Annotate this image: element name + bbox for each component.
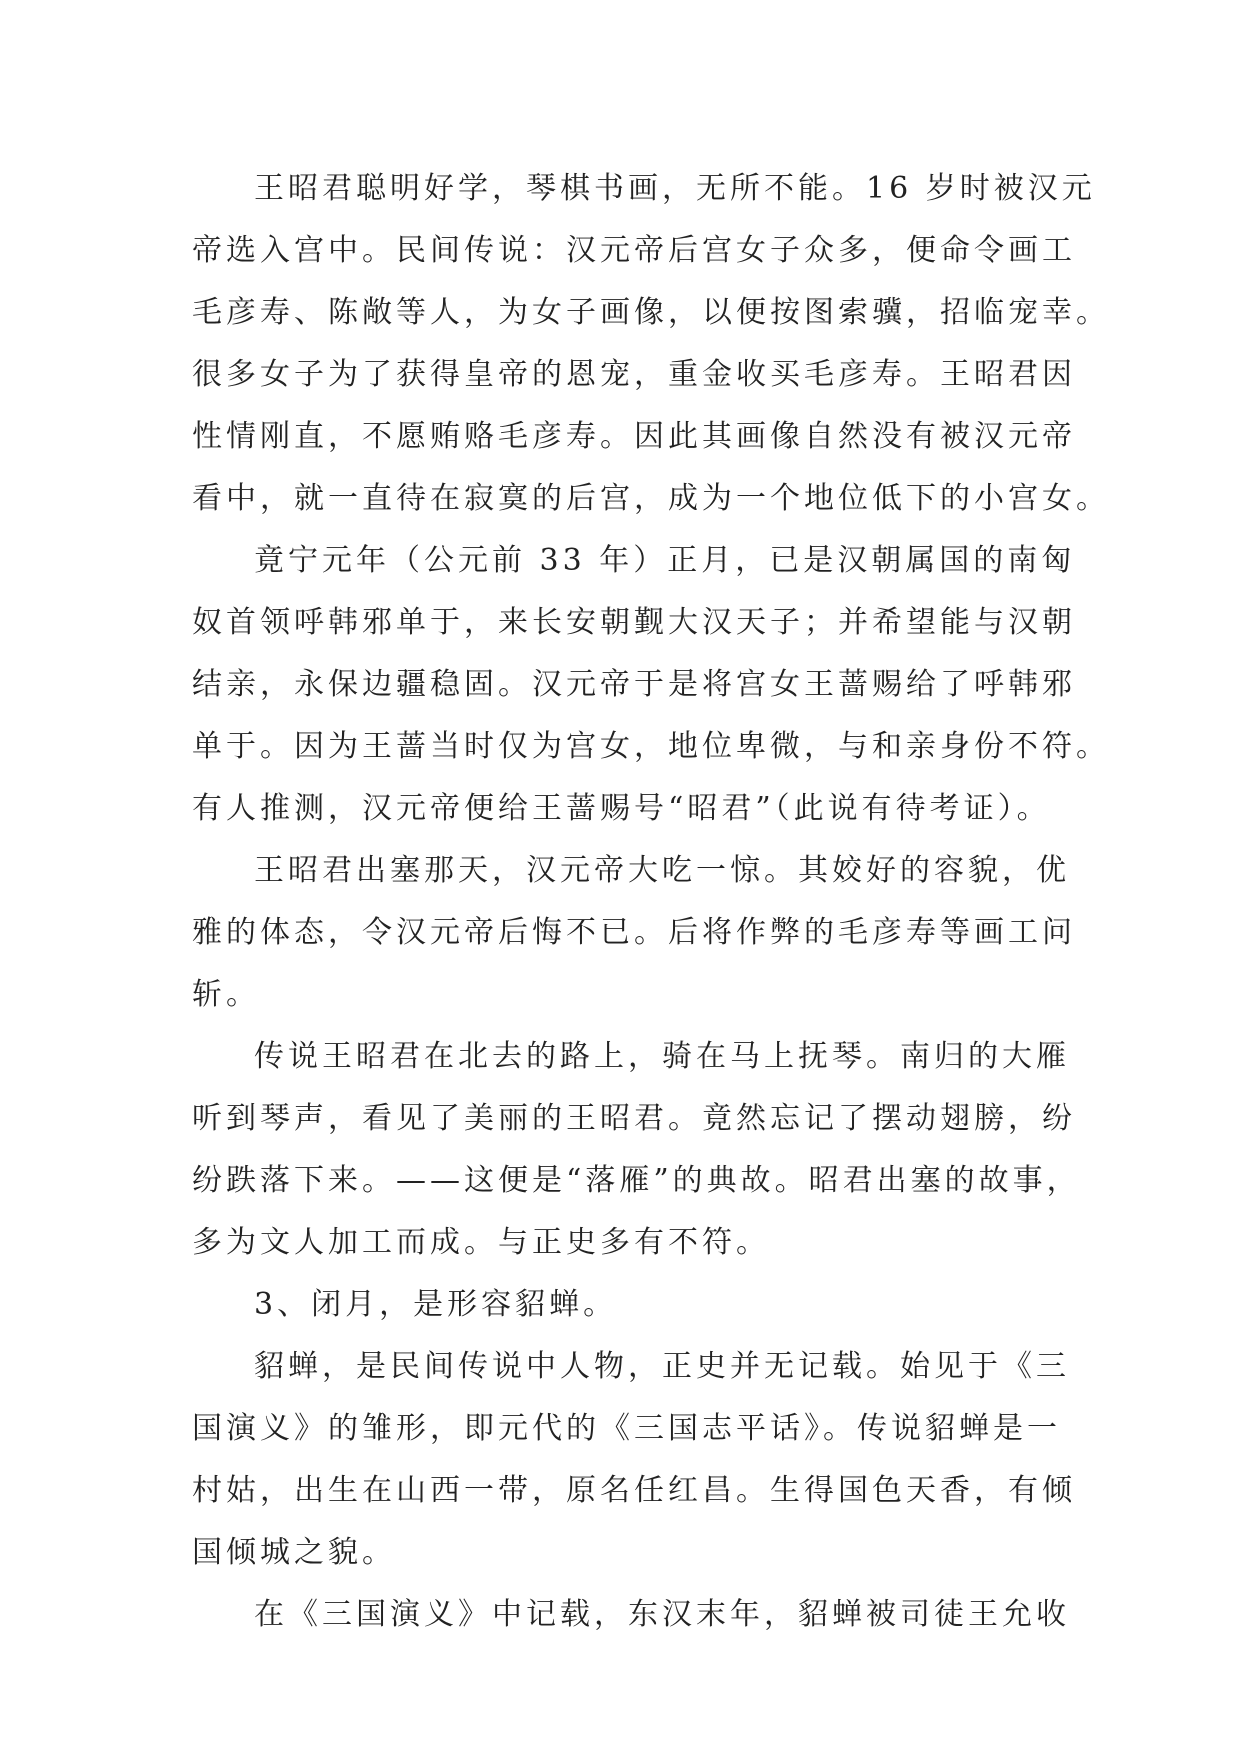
paragraph-line: 听到琴声，看见了美丽的王昭君。竟然忘记了摆动翅膀，纷 [192, 1101, 1076, 1136]
paragraph-line: 竟宁元年（公元前 33 年）正月，已是汉朝属国的南匈 [254, 543, 1076, 578]
paragraph-line: 斩。 [192, 977, 260, 1012]
document-body [192, 158, 1110, 1646]
paragraph-line: 王昭君聪明好学，琴棋书画，无所不能。16 岁时被汉元 [254, 171, 1096, 206]
paragraph-line: 毛彦寿、陈敞等人，为女子画像，以便按图索骥，招临宠幸。 [192, 295, 1110, 330]
paragraph-line: 多为文人加工而成。与正史多有不符。 [192, 1225, 770, 1260]
paragraph-line: 性情刚直，不愿贿赂毛彦寿。因此其画像自然没有被汉元帝 [192, 419, 1076, 454]
paragraph-line: 王昭君出塞那天，汉元帝大吃一惊。其姣好的容貌，优 [254, 853, 1070, 888]
paragraph-line: 结亲，永保边疆稳固。汉元帝于是将宫女王蔷赐给了呼韩邪 [192, 667, 1076, 702]
paragraph-line: 在《三国演义》中记载，东汉末年，貂蝉被司徒王允收 [254, 1597, 1070, 1632]
paragraph-line: 奴首领呼韩邪单于，来长安朝觐大汉天子；并希望能与汉朝 [192, 605, 1076, 640]
paragraph-line: 单于。因为王蔷当时仅为宫女，地位卑微，与和亲身份不符。 [192, 729, 1110, 764]
paragraph-line: 传说王昭君在北去的路上，骑在马上抚琴。南归的大雁 [254, 1039, 1070, 1074]
section-heading: 3、闭月，是形容貂蝉。 [254, 1287, 618, 1322]
paragraph-line: 貂蝉，是民间传说中人物，正史并无记载。始见于《三 [254, 1349, 1070, 1384]
paragraph-line: 雅的体态，令汉元帝后悔不已。后将作弊的毛彦寿等画工问 [192, 915, 1076, 950]
paragraph-line: 有人推测，汉元帝便给王蔷赐号“昭君”（此说有待考证）。 [192, 791, 1051, 826]
paragraph-line: 纷跌落下来。——这便是“落雁”的典故。昭君出塞的故事， [192, 1163, 1081, 1198]
paragraph-line: 帝选入宫中。民间传说：汉元帝后宫女子众多，便命令画工 [192, 233, 1076, 268]
paragraph-line: 国倾城之貌。 [192, 1535, 396, 1570]
paragraph-line: 国演义》的雏形，即元代的《三国志平话》。传说貂蝉是一 [192, 1411, 1061, 1446]
paragraph-line: 看中，就一直待在寂寞的后宫，成为一个地位低下的小宫女。 [192, 481, 1110, 516]
paragraph-line: 村姑，出生在山西一带，原名任红昌。生得国色天香，有倾 [192, 1473, 1076, 1508]
paragraph-line: 很多女子为了获得皇帝的恩宠，重金收买毛彦寿。王昭君因 [192, 357, 1076, 392]
